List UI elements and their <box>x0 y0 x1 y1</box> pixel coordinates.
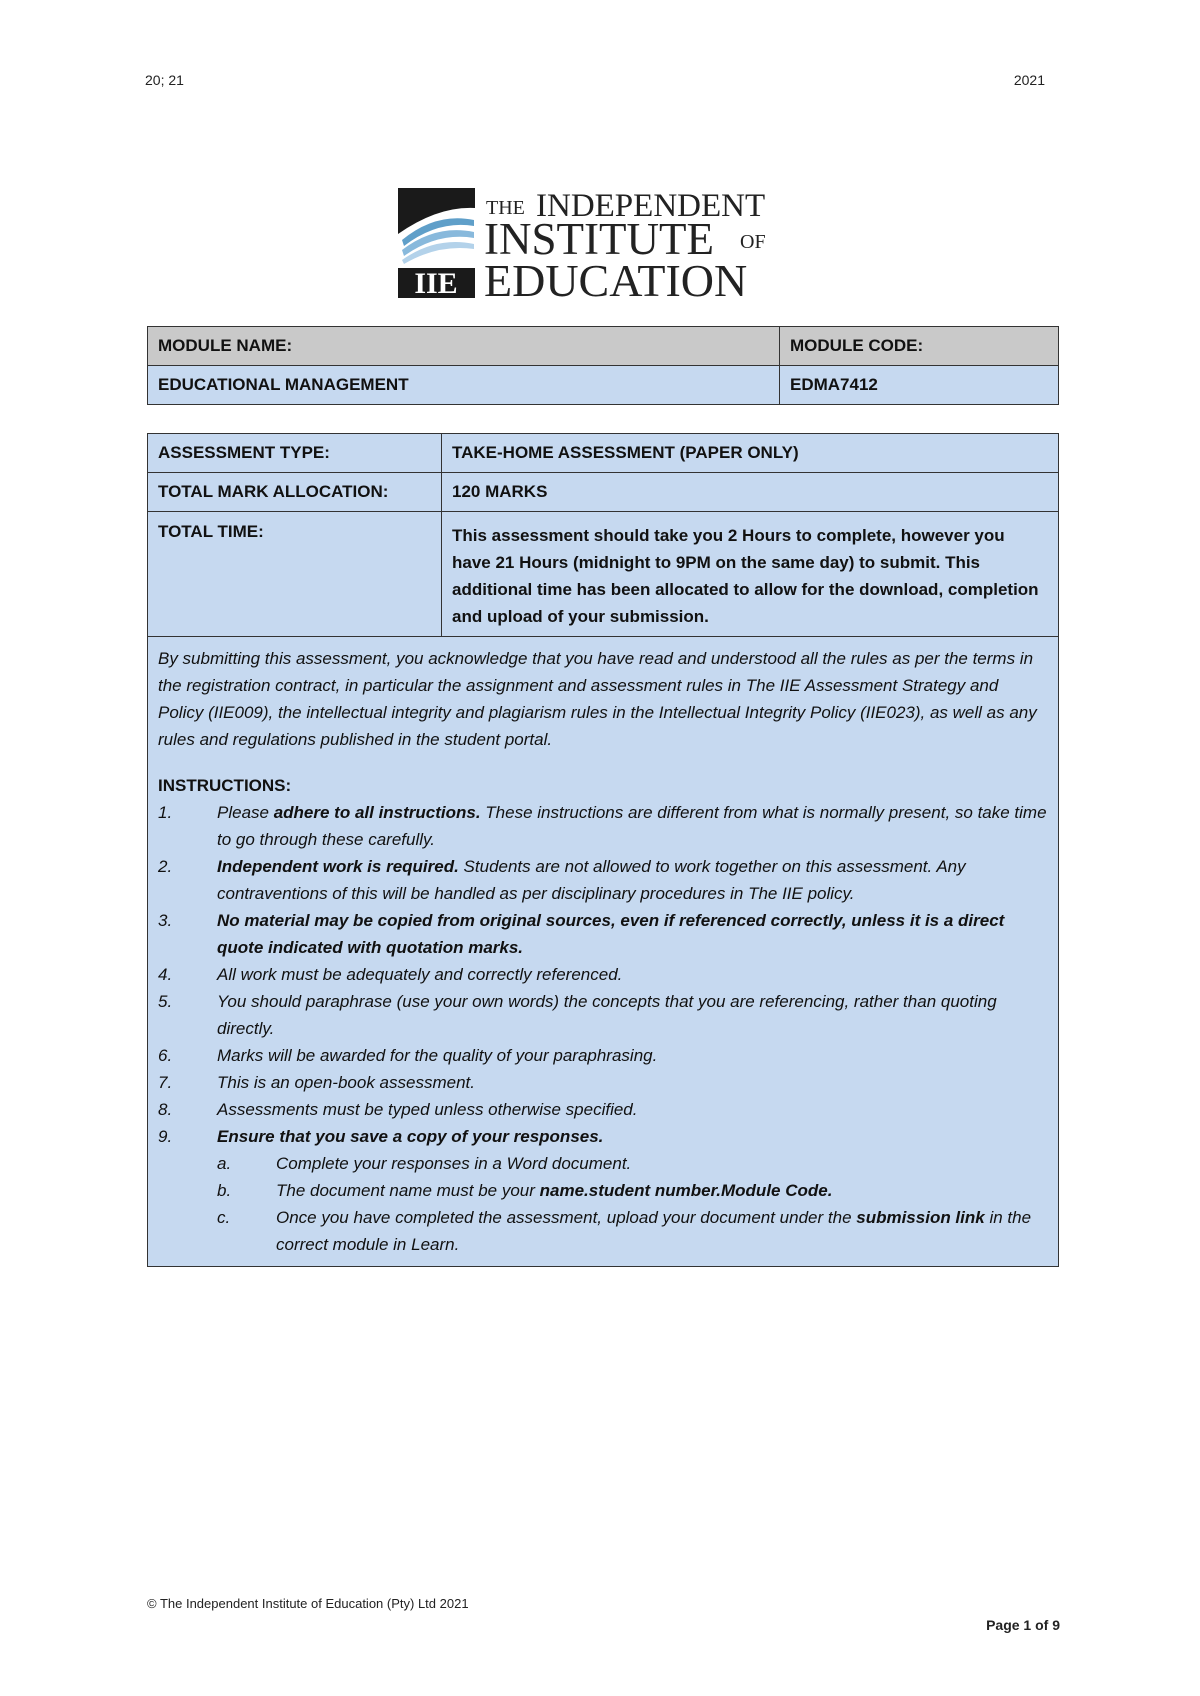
header-year: 2021 <box>1013 72 1045 88</box>
page-number: Page 1 of 9 <box>986 1617 1060 1633</box>
logo-badge-text: IIE <box>414 267 458 300</box>
list-item: 3. No material may be copied from original sources, even if referenced correctly, unless it is a direct quote indicated with quotation marks. <box>158 911 1005 957</box>
module-code-label: MODULE CODE: <box>780 327 1059 366</box>
sub-instructions-list <box>217 1150 1048 1258</box>
svg-text:INDEPENDENT: INDEPENDENT <box>536 188 766 224</box>
total-time-label: TOTAL TIME: <box>148 512 442 637</box>
module-name-label: MODULE NAME: <box>148 327 780 366</box>
mark-allocation-value: 120 MARKS <box>442 473 1059 512</box>
list-item: 2. Independent work is required. Students are not allowed to work together on this assessment. Any contraventions of this will be handled as per disciplinary procedures in The IIE policy. <box>158 857 966 903</box>
list-item: a. Complete your responses in a Word document. <box>217 1154 632 1173</box>
assessment-type-label: ASSESSMENT TYPE: <box>148 434 442 473</box>
instructions-heading: INSTRUCTIONS: <box>158 776 292 795</box>
svg-text:OF: OF <box>740 231 766 253</box>
list-item: 8. Assessments must be typed unless otherwise specified. <box>158 1100 638 1119</box>
footer-copyright: © The Independent Institute of Education (Pty) Ltd 2021 <box>147 1596 469 1611</box>
notes-cell <box>148 637 1059 1267</box>
svg-text:INSTITUTE: INSTITUTE <box>484 214 714 264</box>
list-item: 5. You should paraphrase (use your own words) the concepts that you are referencing, rather than quoting directly. <box>158 992 997 1038</box>
list-item: c. Once you have completed the assessment, upload your document under the submission link in the correct module in Learn. <box>217 1208 1032 1254</box>
header-left-text: 20; 21 <box>145 72 184 88</box>
list-item: 9. Ensure that you save a copy of your responses. a. Complete your responses in a Word document. b. The document name must be your name.student number.Module Code. c. Once you have completed the assessment, upload your document under the submission link in the correct module in Learn. <box>158 1123 1048 1258</box>
module-code-value: EDMA7412 <box>780 366 1059 405</box>
list-item: 7. This is an open-book assessment. <box>158 1073 475 1092</box>
module-table <box>147 326 1059 405</box>
assessment-table <box>147 433 1059 1267</box>
list-item: 6. Marks will be awarded for the quality of your paraphrasing. <box>158 1046 658 1065</box>
assessment-type-value: TAKE-HOME ASSESSMENT (PAPER ONLY) <box>442 434 1059 473</box>
mark-allocation-label: TOTAL MARK ALLOCATION: <box>148 473 442 512</box>
svg-text:THE: THE <box>486 197 525 219</box>
acknowledgement-text: By submitting this assessment, you acknowledge that you have read and understood all the rules as per the terms in the registration contract, in particular the assignment and assessment rules in The IIE Assessment Strategy and Policy (IIE009), the intellectual integrity and plagiarism rules in the Intellectual Integrity Policy (IIE023), as well as any rules and regulations published in the student portal. <box>158 649 1037 749</box>
total-time-value: This assessment should take you 2 Hours to complete, however you have 21 Hours (midnight to 9PM on the same day) to submit. This additional time has been allocated to allow for the download, completion and upload of your submission. <box>442 512 1059 637</box>
list-item: 4. All work must be adequately and correctly referenced. <box>158 965 623 984</box>
module-name-value: EDUCATIONAL MANAGEMENT <box>148 366 780 405</box>
list-item: 1. Please adhere to all instructions. These instructions are different from what is normally present, so take time to go through these carefully. <box>158 803 1047 849</box>
instructions-list <box>158 799 1048 1258</box>
list-item: b. The document name must be your name.student number.Module Code. <box>217 1181 833 1200</box>
svg-text:EDUCATION: EDUCATION <box>484 255 748 300</box>
iie-logo <box>398 186 810 300</box>
